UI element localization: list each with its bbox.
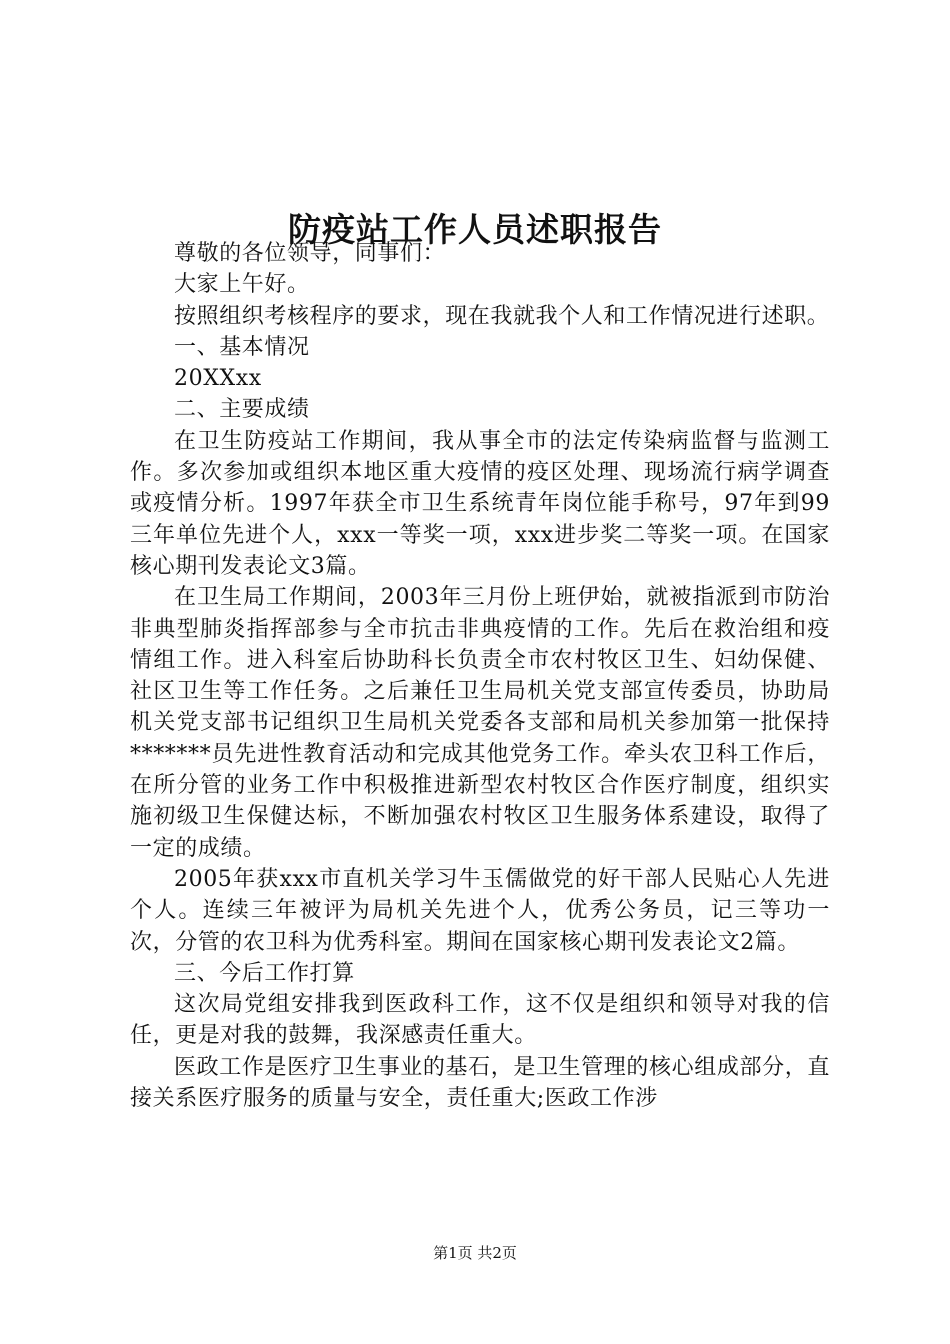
paragraph-health-bureau: 在卫生局工作期间，2003年三月份上班伊始，就被指派到市防治非典型肺炎指挥部参与全市抗击非典疫情的工作。先后在救治组和疫情组工作。进入科室后协助科长负责全市农村牧区卫生、妇幼保健、社区卫生等工作任务。之后兼任卫生局机关党支部宣传委员，协助局机关党支部书记组织卫生局机关党委各支部和局机关参加第一批保持*******员先进性教育活动和完成其他党务工作。牵头农卫科工作后，在所分管的业务工作中积极推进新型农村牧区合作医疗制度，组织实施初级卫生保健达标，不断加强农村牧区卫生服务体系建设，取得了一定的成绩。 [130, 585, 830, 861]
document-title: 防疫站工作人员述职报告 [288, 210, 662, 250]
section-heading-achievements: 二、主要成绩 [174, 397, 310, 423]
paragraph-salutation: 尊敬的各位领导，同事们： [174, 241, 446, 266]
paragraph-epidemic-station: 在卫生防疫站工作期间，我从事全市的法定传染病监督与监测工作。多次参加或组织本地区重大疫情的疫区处理、现场流行病学调查或疫情分析。1997年获全市卫生系统青年岗位能手称号，97年到99三年单位先进个人，xxx一等奖一项，xxx进步奖二等奖一项。在国家核心期刊发表论文3篇。 [130, 428, 830, 579]
paragraph-greeting: 大家上午好。 [174, 272, 310, 298]
section-heading-future-plans: 三、今后工作打算 [174, 960, 355, 986]
document-body [130, 238, 830, 1114]
paragraph-basic-info: 20XXxx [174, 366, 262, 392]
paragraph-new-assignment: 这次局党组安排我到医政科工作，这不仅是组织和领导对我的信任，更是对我的鼓舞，我深感责任重大。 [130, 992, 830, 1049]
paragraph-intro: 按照组织考核程序的要求，现在我就我个人和工作情况进行述职。 [174, 303, 830, 329]
page-number-footer: 第1页 共2页 [433, 1244, 517, 1262]
paragraph-medical-admin: 医政工作是医疗卫生事业的基石，是卫生管理的核心组成部分，直接关系医疗服务的质量与安全，责任重大;医政工作涉 [130, 1054, 830, 1112]
paragraph-awards: 2005年获xxx市直机关学习牛玉儒做党的好干部人民贴心人先进个人。连续三年被评为局机关先进个人，优秀公务员，记三等功一次，分管的农卫科为优秀科室。期间在国家核心期刊发表论文2篇。 [130, 866, 830, 955]
section-heading-basic-info: 一、基本情况 [174, 334, 310, 360]
